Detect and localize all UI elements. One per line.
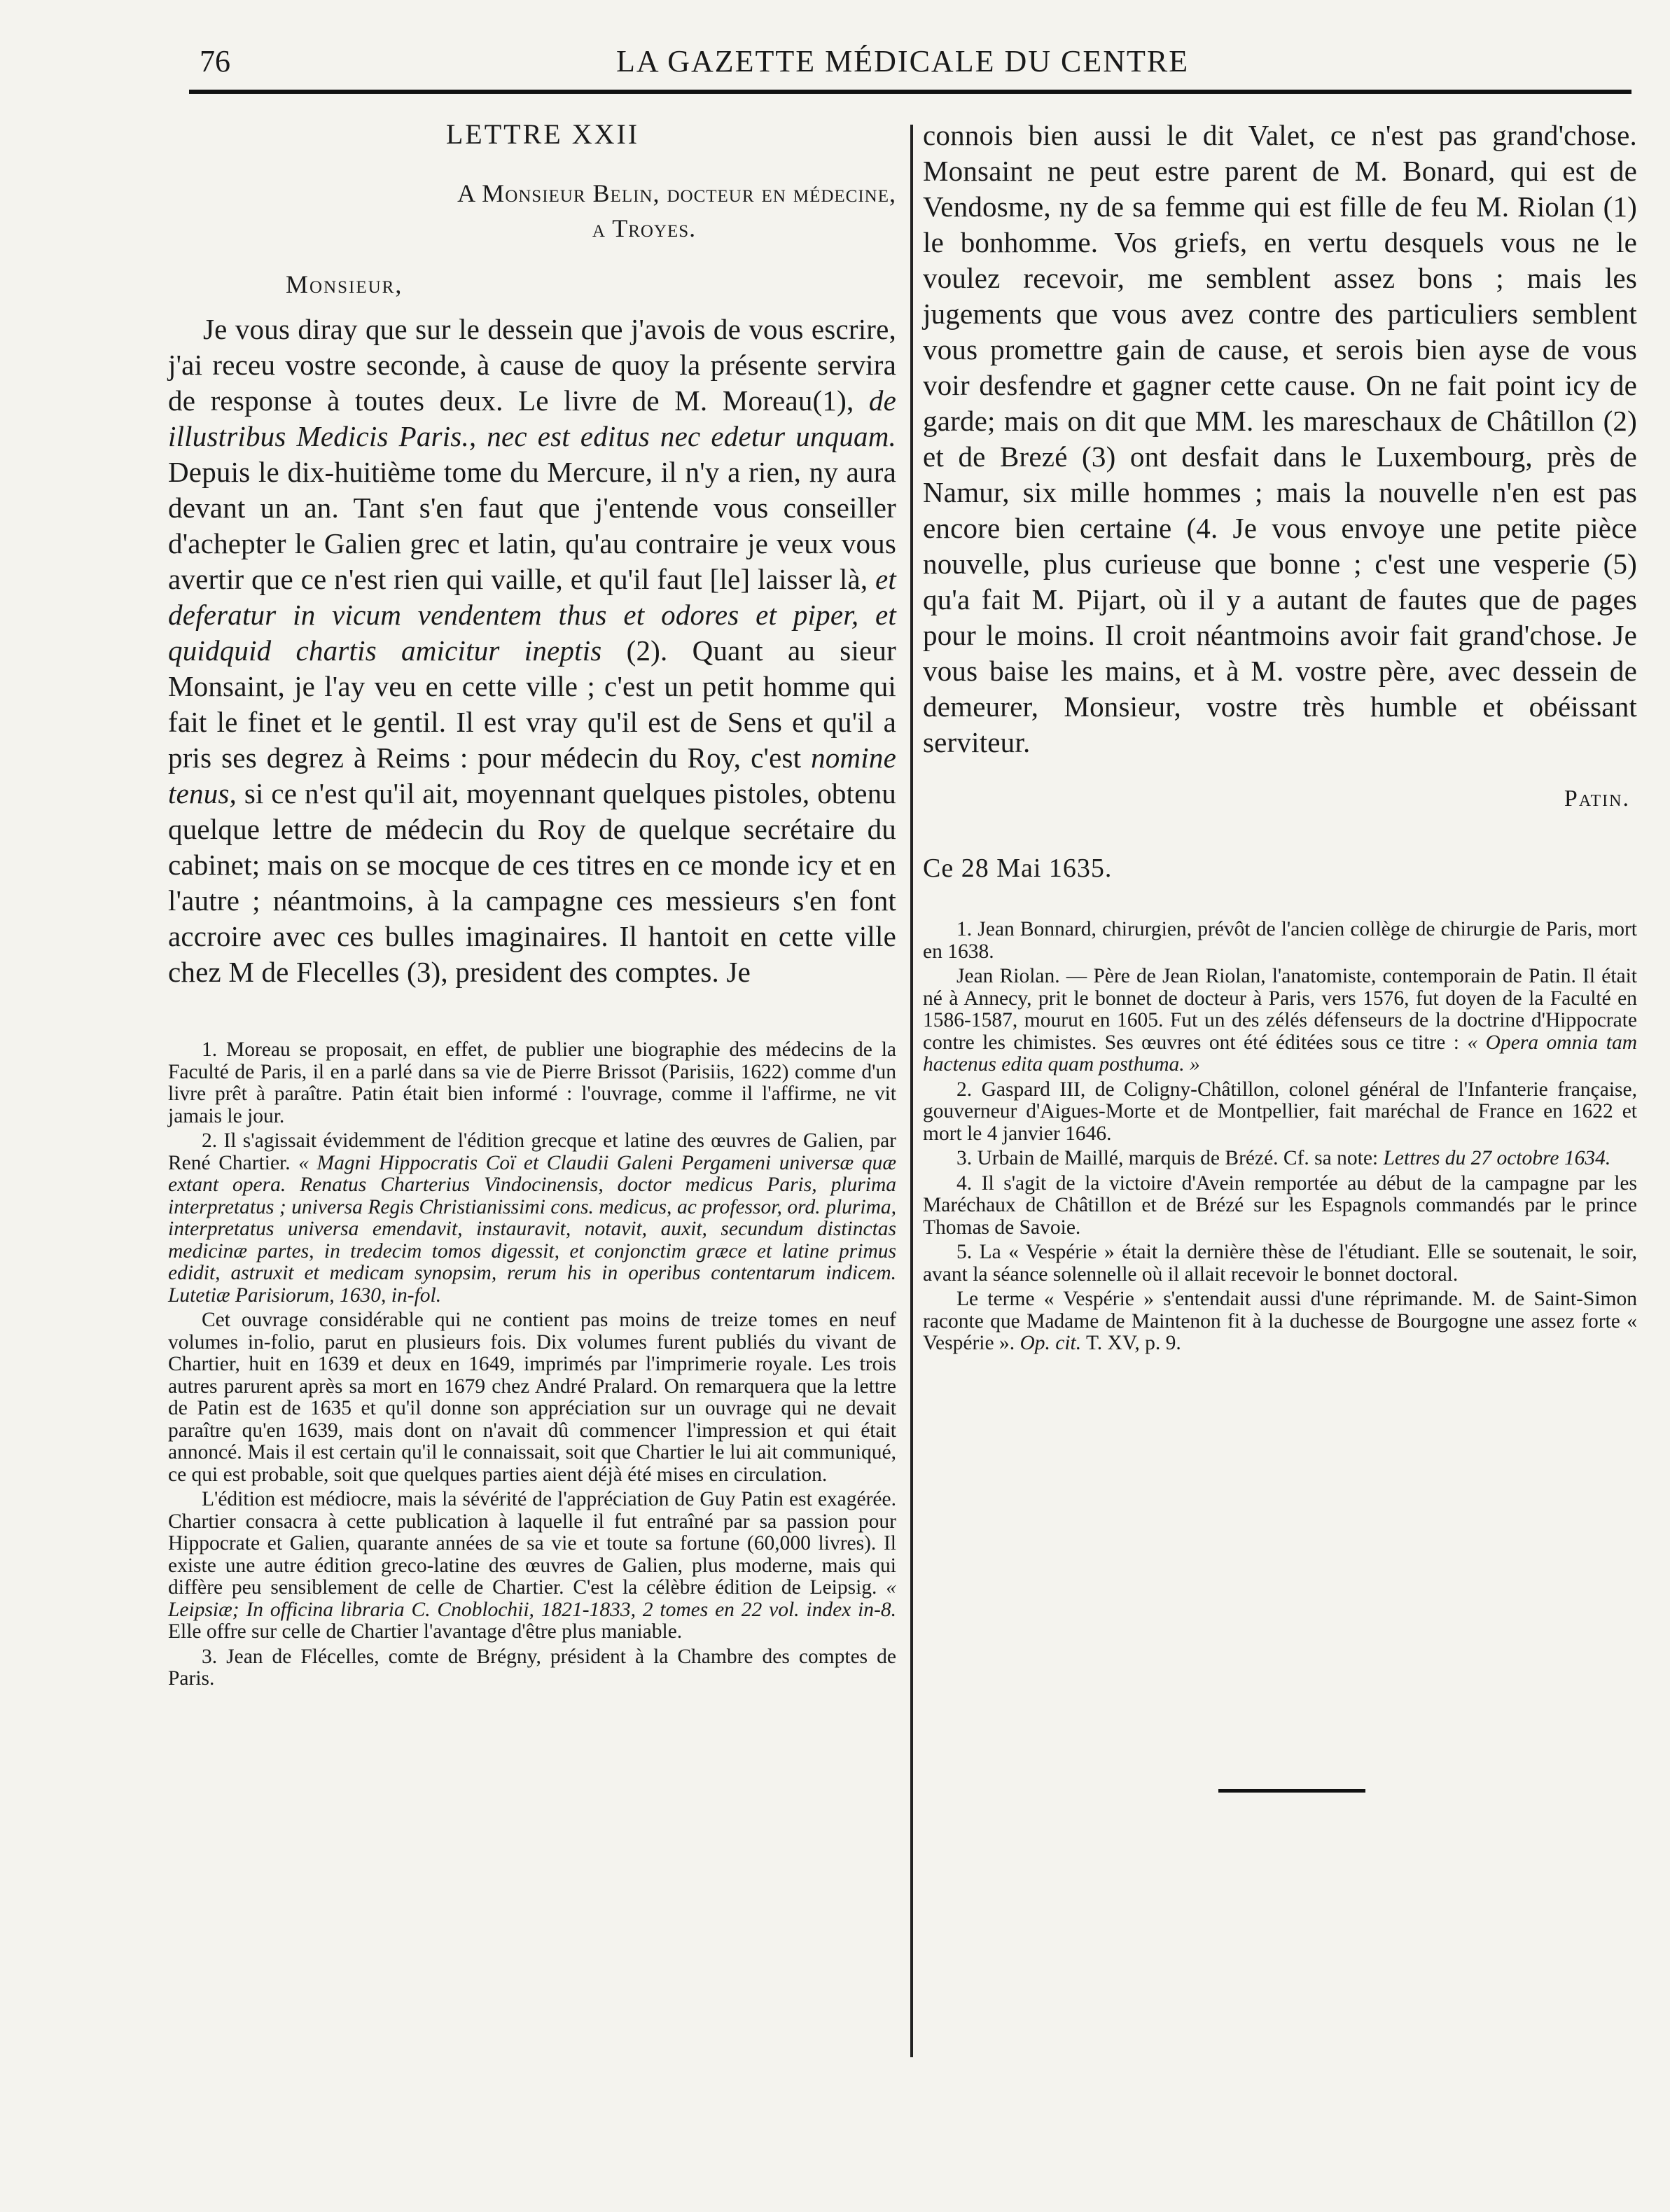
italic-citation: Lettres du 27 octobre 1634. xyxy=(1383,1147,1611,1169)
text-run: 3. Urbain de Maillé, marquis de Brézé. Cf. sa note: xyxy=(956,1147,1384,1169)
footnote xyxy=(923,1288,1637,1355)
footnotes-right xyxy=(923,919,1637,1355)
column-divider xyxy=(910,125,913,2057)
salutation: Monsieur, xyxy=(286,270,403,298)
text-run: Le terme « Vespérie » s'entendait aussi d'une réprimande. M. de Saint-Simon raconte que Madame de Maintenon fit à la duchesse de Bourgogne une assez forte « Vespérie ». xyxy=(923,1288,1637,1354)
footnote: 4. Il s'agit de la victoire d'Avein remportée au début de la campagne par les Maréchaux de Châtillon et de Brézé sur les Espagnols commandés par le prince Thomas de Savoie. xyxy=(923,1171,1637,1239)
italic-citation: Op. cit. xyxy=(1020,1332,1082,1354)
letter-paragraph xyxy=(168,312,896,990)
left-column xyxy=(168,118,896,1693)
footnote xyxy=(168,1130,896,1307)
text-run: L'édition est médiocre, mais la sévérité de l'appréciation de Guy Patin est exagérée. Chartier consacra à cette publication à laquelle il fut entraîné par sa passion pour Hippocrate et Galien, quarante années de sa vie et toute sa fortune (60,000 livres). Il existe une autre édition greco-latine des œuvres de Galien, plus moderne, mais qui diffère peu sensiblement de celle de Chartier. C'est la célèbre édition de Leipsig. xyxy=(168,1488,896,1599)
running-head: LA GAZETTE MÉDICALE DU CENTRE xyxy=(616,44,1190,78)
letter-paragraph: connois bien aussi le dit Valet, ce n'est pas grand'chose. Monsaint ne peut estre parent de M. Bonard, qui est de Vendosme, ny de sa femme qui est fille de feu M. Riolan (1) le bonhomme. Vos griefs, en vertu desquels vous ne le voulez recevoir, me semblent assez bons ; mais les jugements que vous avez contre des particuliers semblent vous promettre gain de cause, et serois bien ayse de vous voir desfendre et gagner cette cause. On ne fait point icy de garde; mais on dit que MM. les mareschaux de Châtillon (2) et de Brezé (3) ont desfait dans le Luxembourg, près de Namur, six mille hommes ; mais la nouvelle n'en est pas encore bien certaine (4. Je vous envoye une petite pièce nouvelle, plus curieuse que bonne ; c'est une vesperie (5) qu'a fait M. Pijart, où il y a autant de fautes que de pages pour le moins. Il croit néantmoins avoir fait grand'chose. Je vous baise les mains, et à M. vostre père, avec dessein de demeurer, Monsieur, vostre très humble et obéissant serviteur. xyxy=(923,119,1637,758)
letter-body-right xyxy=(923,118,1637,760)
footnote: 1. Jean Bonnard, chirurgien, prévôt de l'ancien collège de chirurgie de Paris, mort en 1638. xyxy=(923,918,1637,963)
text-run: Jean Riolan. — Père de Jean Riolan, l'anatomiste, contemporain de Patin. Il était né à Annecy, prit le bonnet de docteur à Paris, vers 1576, fut doyen de la Faculté en 1586-1587, mourut en 1605. Fut un des zélés défenseurs de la doctrine d'Hippocrate contre les chimistes. Ses œuvres ont été éditées sous ce titre : xyxy=(923,965,1637,1054)
footnote xyxy=(168,1489,896,1643)
letter-title: LETTRE XXII xyxy=(445,118,640,150)
dateline: Ce 28 Mai 1635. xyxy=(923,854,1113,883)
footnote: 1. Moreau se proposait, en effet, de publier une biographie des médecins de la Faculté de Paris, il en a parlé dans sa vie de Pierre Brissot (Parisiis, 1622) comme d'un livre prêt à paraître. Patin était bien informé : l'ouvrage, comme il l'affirme, ne vit jamais le jour. xyxy=(168,1038,896,1127)
signature: Patin. xyxy=(1564,786,1630,812)
latin-quote: « Opera omnia tam hactenus edita quam posthuma. » xyxy=(923,1031,1637,1076)
footnote: 2. Gaspard III, de Coligny-Châtillon, colonel général de l'Infanterie française, gouverneur d'Aigues-Morte et de Montpellier, fait maréchal de France en 1622 et mort le 4 janvier 1646. xyxy=(923,1078,1637,1145)
end-rule xyxy=(1218,1789,1365,1793)
latin-quote: nomine tenus, xyxy=(168,742,896,809)
text-run: 2. Il s'agissait évidemment de l'édition grecque et latine des œuvres de Galien, par René Chartier. xyxy=(168,1129,896,1174)
text-run: (2). Quant au sieur Monsaint, je l'ay veu en cette ville ; c'est un petit homme qui fait le finet et le gentil. Il est vray qu'il est de Sens et qu'il a pris ses degrez à Reims : pour médecin du Roy, c'est xyxy=(168,634,896,774)
letter-body-left xyxy=(168,312,896,990)
text-run: Elle offre sur celle de Chartier l'avantage d'être plus maniable. xyxy=(168,1620,683,1643)
header-rule xyxy=(189,90,1631,94)
address-line: a Troyes. xyxy=(592,214,697,242)
footnote xyxy=(923,966,1637,1076)
text-run: Depuis le dix-huitième tome du Mercure, il n'y a rien, ny aura devant un an. Tant s'en faut que j'entende vous conseiller d'achepter le Galien grec et latin, qu'au contraire je veux vous avertir que ce n'est rien qui vaille, et qu'il faut [le] laisser là, xyxy=(168,456,896,595)
address-line: A Monsieur Belin, docteur en médecine, xyxy=(457,179,896,207)
latin-quote: « Leipsiæ; In officina libraria C. Cnoblochii, 1821-1833, 2 tomes en 22 vol. index in-8. xyxy=(168,1576,896,1621)
text-run: si ce n'est qu'il ait, moyennant quelques pistoles, obtenu quelque lettre de médecin du Roy de quelque secrétaire du cabinet; mais on se mocque de ces titres en ce monde icy et en l'autre ; néantmoins, à la campagne ces messieurs s'en font accroire avec ces bulles imaginaires. Il hantoit en cette ville chez M de Flecelles (3), president des comptes. Je xyxy=(168,777,896,988)
text-run: T. XV, p. 9. xyxy=(1081,1332,1181,1354)
page-number: 76 xyxy=(200,44,230,78)
footnotes-left xyxy=(168,1039,896,1690)
latin-quote: « Magni Hippocratis Coï et Claudii Galeni Pergameni universæ quæ extant opera. Renatus Charterius Vindocinensis, doctor medicus Paris, plurima interpretatus ; universa Regis Christianissimi cons. medicus, ac professor, ord. plurima, interpretatus universa emendavit, instauravit, notavit, auxit, secundum distinctas medicinæ partes, in tredecim tomos digessit, et conjonctim græce et latine primus edidit, astruxit et medicam synopsim, rerum his in operibus contentarum indicem. Lutetiæ Parisiorum, 1630, in-fol. xyxy=(168,1151,896,1307)
footnote: 5. La « Vespérie » était la dernière thèse de l'étudiant. Elle se soutenait, le soir, avant la séance solennelle où il allait recevoir le bonnet doctoral. xyxy=(923,1241,1637,1286)
text-run: Je vous diray que sur le dessein que j'avois de vous escrire, j'ai receu vostre seconde, à cause de quoy la présente servira de response à toutes deux. Le livre de M. Moreau(1), xyxy=(168,313,896,417)
latin-quote: et deferatur in vicum vendentem thus et odores et piper, et quidquid chartis amicitur ineptis xyxy=(168,563,896,667)
footnote: 3. Jean de Flécelles, comte de Brégny, président à la Chambre des comptes de Paris. xyxy=(168,1645,896,1690)
footnote xyxy=(923,1148,1637,1170)
right-column xyxy=(923,118,1637,1358)
latin-quote: de illustribus Medicis Paris., nec est editus nec edetur unquam. xyxy=(168,384,896,452)
footnote: Cet ouvrage considérable qui ne contient pas moins de treize tomes en neuf volumes in-folio, parut en plusieurs fois. Dix volumes furent publiés du vivant de Chartier, huit en 1639 et deux en 1649, imprimés par l'imprimerie royale. Les trois autres parurent après sa mort en 1679 chez André Pralard. On remarquera que la lettre de Patin est de 1635 et qu'il donne son appréciation sur un ouvrage qui ne devait paraître qu'en 1639, mais dont on n'avait dû commencer l'impression et qui était annoncé. Mais il est certain qu'il le connaissait, soit que Chartier le lui ait communiqué, ce qui est probable, soit que quelques parties aient déjà été mises en circulation. xyxy=(168,1309,896,1486)
